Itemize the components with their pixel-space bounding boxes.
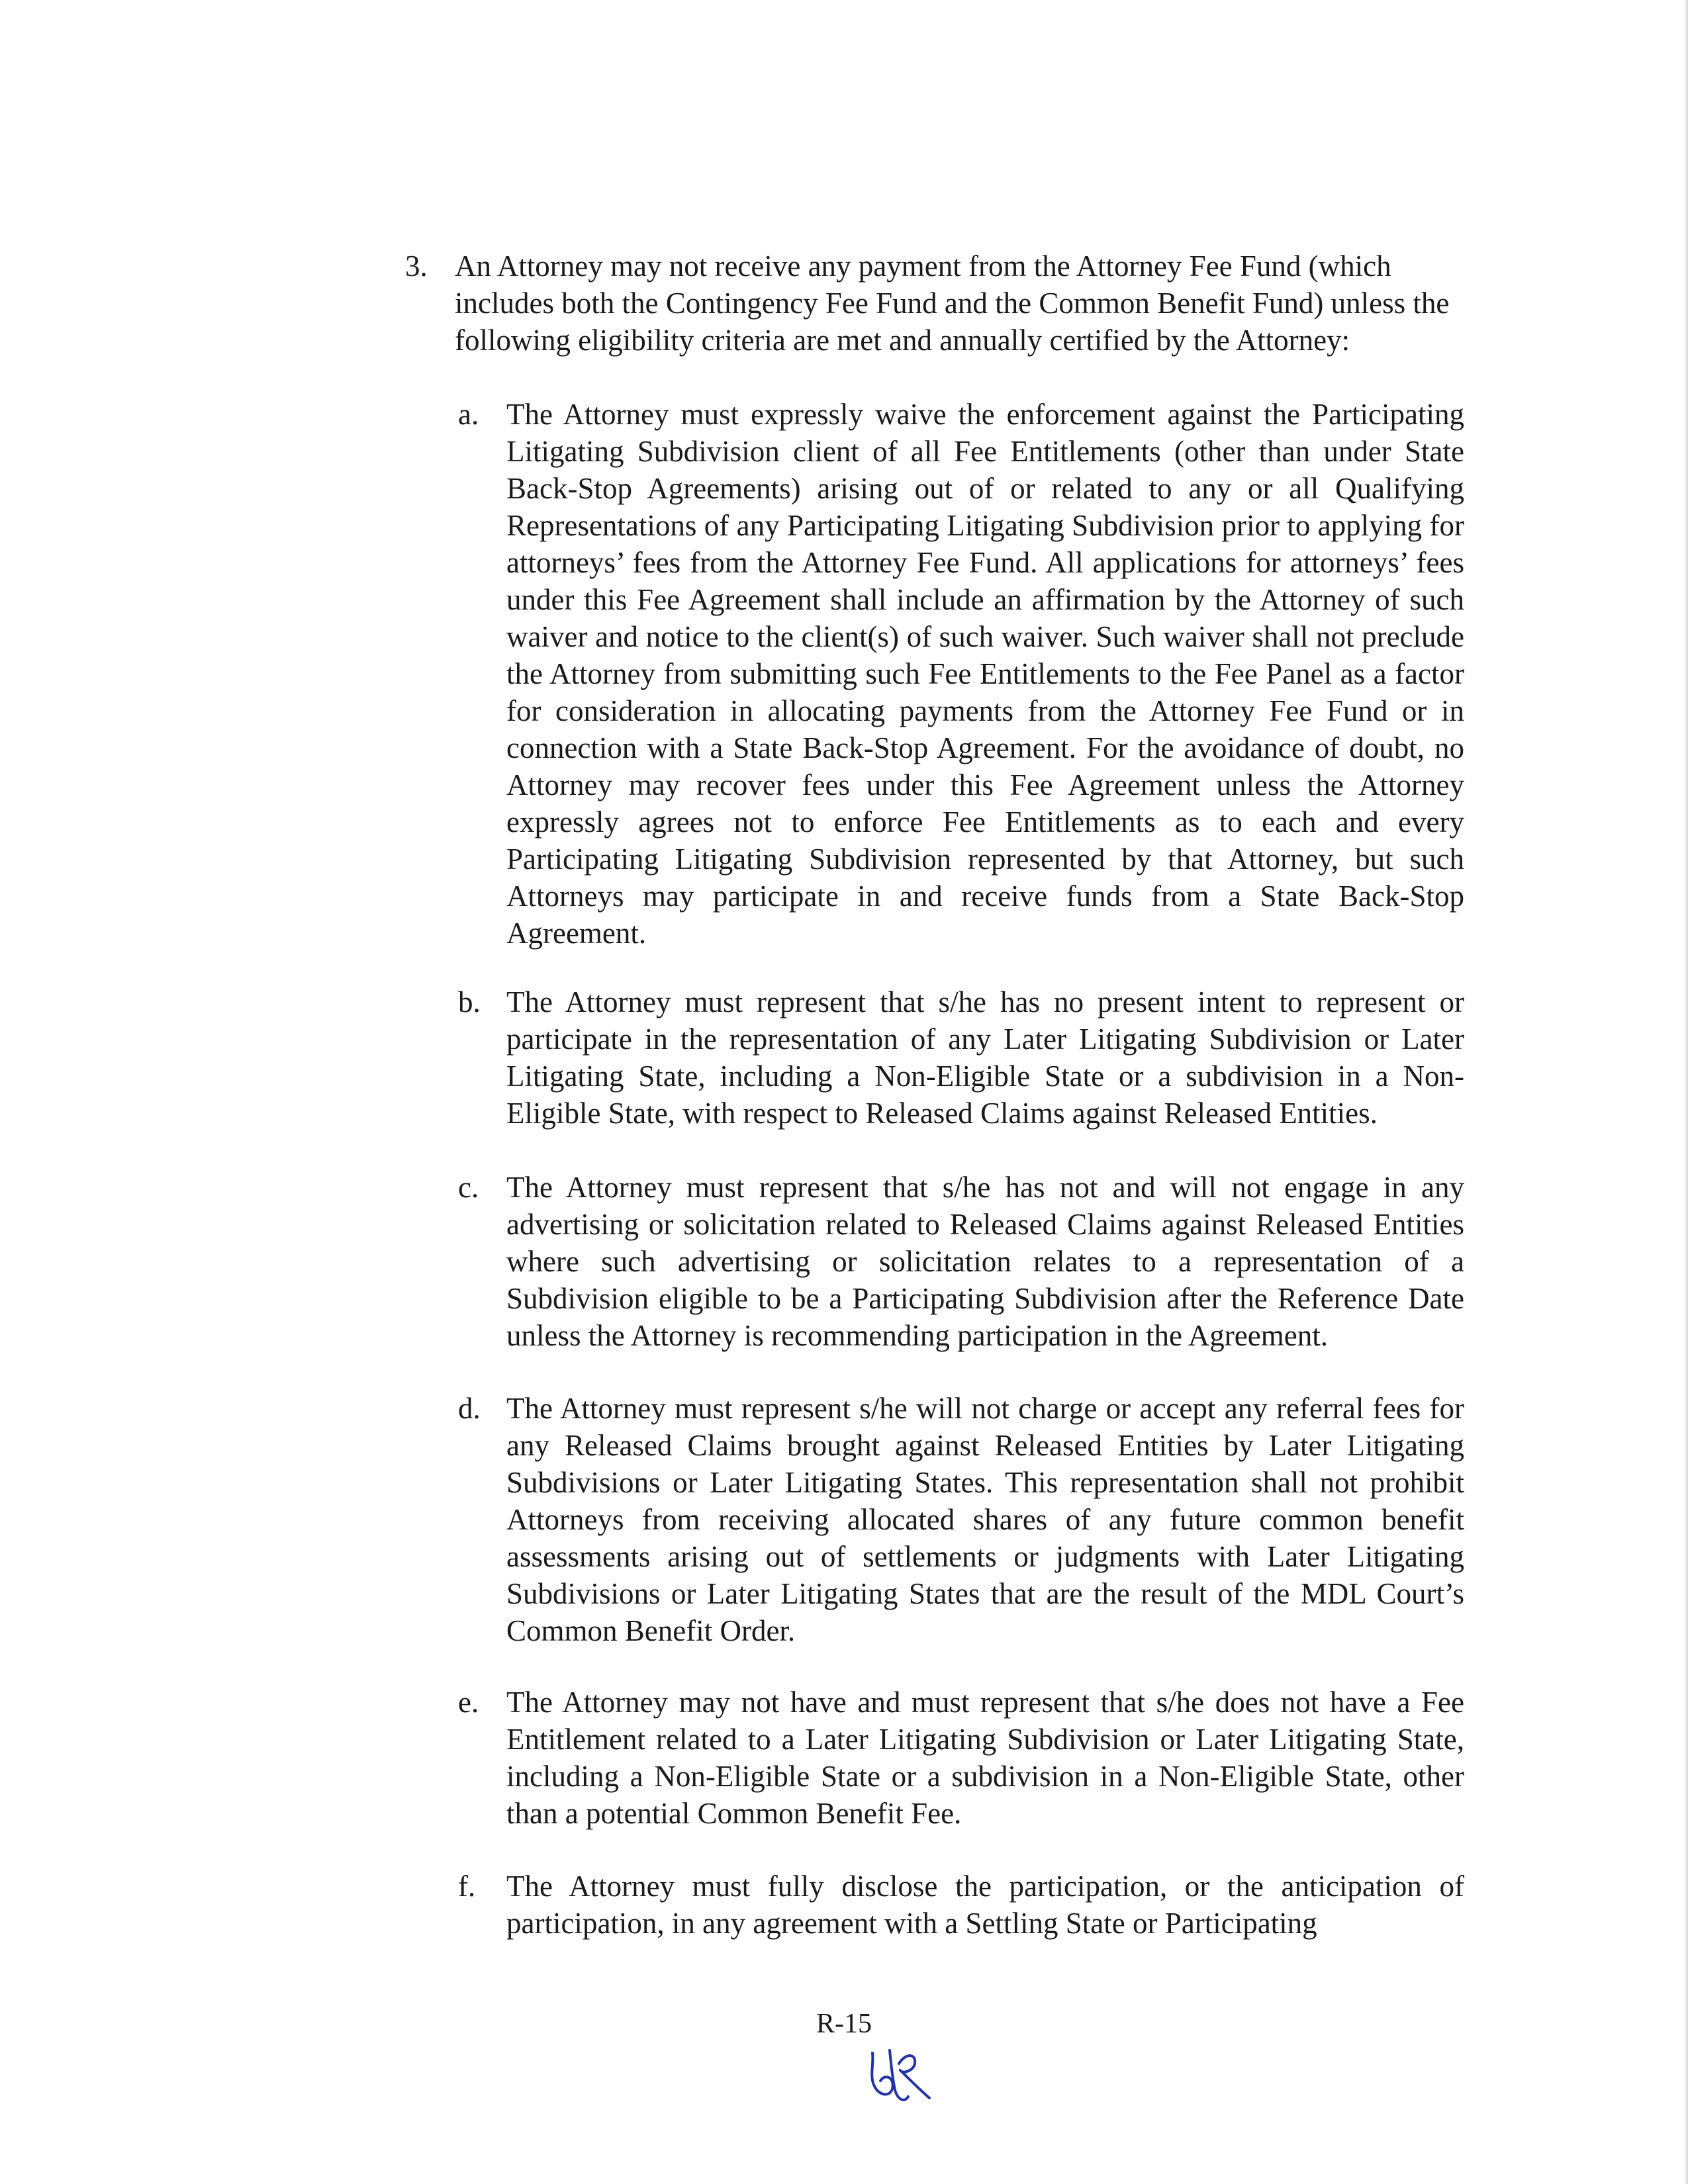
section-3-number: 3.	[405, 250, 428, 283]
subsection-a	[458, 396, 1464, 952]
subsection-f-text: The Attorney must fully disclose the participation, or the anticipation of participation, in any agreement with a Settling State or Participating	[506, 1870, 1464, 1940]
subsection-d-text: The Attorney must represent s/he will not charge or accept any referral fees for any Released Claims brought against Released Entities by Later Litigating Subdivisions or Later Litigating States. This representation shall not prohibit Attorneys from receiving allocated shares of any future common benefit assessments arising out of settlements or judgments with Later Litigating Subdivisions or Later Litigating States that are the result of the MDL Court’s Common Benefit Order.	[506, 1392, 1464, 1647]
subsection-c-letter: c.	[458, 1171, 479, 1204]
page-number: R-15	[816, 2009, 872, 2039]
handwritten-initials-signature	[861, 2044, 940, 2110]
subsection-a-text: The Attorney must expressly waive the enforcement against the Participating Litigating Subdivision client of all Fee Entitlements (other than under State Back-Stop Agreements) arising out of or related to any or all Qualifying Representations of any Participating Litigating Subdivision prior to applying for attorneys’ fees from the Attorney Fee Fund. All applications for attorneys’ fees under this Fee Agreement shall include an affirmation by the Attorney of such waiver and notice to the client(s) of such waiver. Such waiver shall not preclude the Attorney from submitting such Fee Entitlements to the Fee Panel as a factor for consideration in allocating payments from the Attorney Fee Fund or in connection with a State Back-Stop Agreement. For the avoidance of doubt, no Attorney may recover fees under this Fee Agreement unless the Attorney expressly agrees not to enforce Fee Entitlements as to each and every Participating Litigating Subdivision represented by that Attorney, but such Attorneys may participate in and receive funds from a State Back-Stop Agreement.	[506, 398, 1464, 950]
subsection-a-letter: a.	[458, 398, 479, 431]
subsection-e-letter: e.	[458, 1686, 479, 1719]
subsection-d-letter: d.	[458, 1392, 481, 1425]
subsection-b	[458, 983, 1464, 1132]
subsection-e-text: The Attorney may not have and must represent that s/he does not have a Fee Entitlement related to a Later Litigating Subdivision or Later Litigating State, including a Non-Eligible State or a subdivision in a Non-Eligible State, other than a potential Common Benefit Fee.	[506, 1686, 1464, 1830]
page-edge-shadow	[1684, 0, 1688, 2184]
section-3-text: An Attorney may not receive any payment from the Attorney Fee Fund (which includes both the Contingency Fee Fund and the Common Benefit Fund) unless the following eligibility criteria are met and annually certified by the Attorney:	[455, 250, 1450, 357]
section-3	[405, 248, 1461, 359]
subsection-b-letter: b.	[458, 985, 481, 1019]
subsection-d	[458, 1390, 1464, 1649]
subsection-f	[458, 1868, 1464, 1942]
subsection-c	[458, 1169, 1464, 1354]
subsection-f-letter: f.	[458, 1870, 476, 1903]
subsection-b-text: The Attorney must represent that s/he has no present intent to represent or participate in the representation of any Later Litigating Subdivision or Later Litigating State, including a Non-Eligible State or a subdivision in a Non-Eligible State, with respect to Released Claims against Released Entities.	[506, 985, 1464, 1130]
subsection-e	[458, 1684, 1464, 1832]
subsection-c-text: The Attorney must represent that s/he has not and will not engage in any advertising or solicitation related to Released Claims against Released Entities where such advertising or solicitation relates to a representation of a Subdivision eligible to be a Participating Subdivision after the Reference Date unless the Attorney is recommending participation in the Agreement.	[506, 1171, 1464, 1352]
